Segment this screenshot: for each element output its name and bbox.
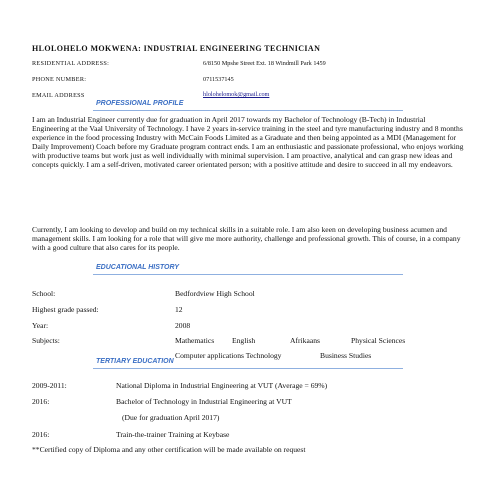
- tertiary-detail: National Diploma in Industrial Engineering at VUT (Average = 69%): [116, 381, 328, 390]
- school-label: School:: [32, 289, 56, 298]
- subject-item: Computer applications Technology: [175, 351, 282, 360]
- education-heading: EDUCATIONAL HISTORY: [96, 264, 180, 271]
- school-value: Bedfordview High School: [175, 289, 255, 298]
- tertiary-detail: (Due for graduation April 2017): [122, 413, 220, 422]
- grade-label: Highest grade passed:: [32, 305, 99, 314]
- subject-item: Afrikaans: [290, 336, 320, 345]
- education-divider: [93, 274, 403, 275]
- subjects-label: Subjects:: [32, 336, 60, 345]
- document-title: HLOLOHELO MOKWENA: INDUSTRIAL ENGINEERING TECHNICIAN: [32, 44, 321, 53]
- tertiary-period: 2016:: [32, 430, 50, 439]
- subject-item: Business Studies: [320, 351, 372, 360]
- grade-value: 12: [175, 305, 183, 314]
- subject-item: Mathematics: [175, 336, 215, 345]
- tertiary-detail: Bachelor of Technology in Industrial Engineering at VUT: [116, 397, 292, 406]
- email-label: EMAIL ADDRESS: [32, 92, 85, 99]
- year-value: 2008: [175, 321, 191, 330]
- profile-paragraph-1: I am an Industrial Engineer currently due for graduation in April 2017 towards my Bachelor of Technology (B-Tech) in Industrial Engineering at the Vaal University of Technology. I have 2 years in-service training in the steel and tyre manufacturing industry and 8 months experience in the food processing Industry with McCain Foods Limited as a Graduate and then being appointed as a MDI (Management for Daily Improvement) Coach before my Graduate program contract ends. I am an enthusiastic and passionate professional, who enjoys working with productive teams but work just as well individually with minimal supervision. I am proactive, analytical and can grasp new ideas and concepts quickly. I am a self-driven, motivated career orientated person; with a positive attitude and desire to succeed in all my endeavors.: [32, 115, 464, 169]
- phone-value: 0711537145: [203, 76, 234, 83]
- tertiary-heading: TERTIARY EDUCATION: [96, 358, 174, 365]
- email-link[interactable]: hlolohelomok@gmail.com: [203, 91, 270, 98]
- address-value: 6/8150 Mpshe Street Ext. 18 Windmill Park 1459: [203, 60, 326, 67]
- tertiary-detail: Train-the-trainer Training at Keybase: [116, 430, 230, 439]
- year-label: Year:: [32, 321, 49, 330]
- subject-item: English: [232, 336, 256, 345]
- address-label: RESIDENTIAL ADDRESS:: [32, 60, 110, 67]
- profile-paragraph-2: Currently, I am looking to develop and build on my technical skills in a suitable role. I am also keen on developing business acumen and management skills. I am looking for a role that will give me more authority, challenge and professional growth. This of course, in a company with a good culture that also cares for its people.: [32, 225, 461, 252]
- tertiary-divider: [93, 368, 403, 369]
- tertiary-period: 2009-2011:: [32, 381, 67, 390]
- phone-label: PHONE NUMBER:: [32, 76, 87, 83]
- subject-item: Physical Sciences: [351, 336, 406, 345]
- profile-heading: PROFESSIONAL PROFILE: [96, 100, 184, 107]
- profile-divider: [93, 110, 403, 111]
- tertiary-period: 2016:: [32, 397, 50, 406]
- certification-footnote: **Certified copy of Diploma and any other certification will be made available on request: [32, 445, 306, 454]
